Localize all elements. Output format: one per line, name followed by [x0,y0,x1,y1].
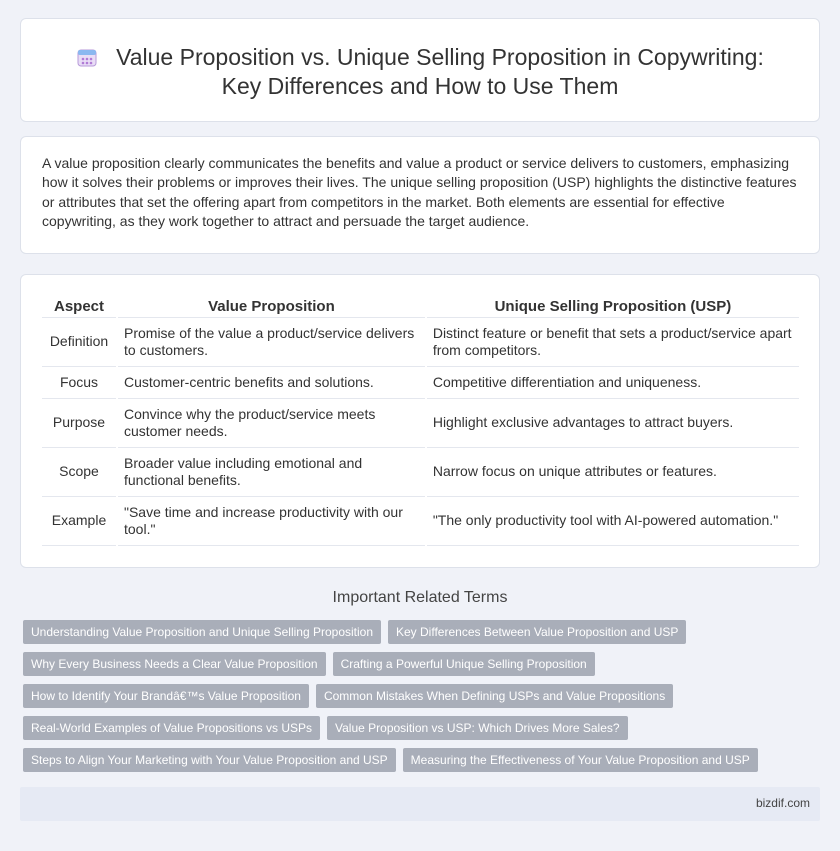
row-aspect: Scope [42,448,117,497]
tag-row [23,652,823,684]
table-header-row [42,294,799,318]
header-aspect: Aspect [42,294,117,318]
page-title [76,43,764,101]
row-aspect: Focus [42,367,117,399]
tag-row [23,620,823,652]
related-terms-title: Important Related Terms [332,589,508,606]
page-title-wrap [21,43,819,101]
related-term-link[interactable]: Why Every Business Needs a Clear Value Proposition [23,652,326,676]
row-value-proposition: Broader value including emotional and functional benefits. [117,448,426,497]
comparison-card [20,274,820,568]
related-term-link[interactable]: Value Proposition vs USP: Which Drives More Sales? [327,716,628,740]
related-term-link[interactable]: Key Differences Between Value Proposition and USP [388,620,686,644]
footer-site-link[interactable]: bizdif.com [755,796,810,810]
row-usp: "The only productivity tool with AI-powered automation." [426,497,799,546]
header-card [20,18,820,122]
row-value-proposition: "Save time and increase productivity with our tool." [117,497,426,546]
tag-row [23,684,823,716]
header-value-proposition: Value Proposition [117,294,426,318]
table-row [42,497,799,546]
row-value-proposition: Customer-centric benefits and solutions. [117,367,426,399]
related-term-link[interactable]: Measuring the Effectiveness of Your Value Proposition and USP [403,748,758,772]
table-row [42,318,799,367]
tag-row [23,748,823,780]
calendar-icon [76,46,98,68]
footer [20,787,820,821]
row-usp: Narrow focus on unique attributes or features. [426,448,799,497]
table-row [42,367,799,399]
related-term-link[interactable]: Real-World Examples of Value Propositions vs USPs [23,716,320,740]
related-term-link[interactable]: Crafting a Powerful Unique Selling Proposition [333,652,595,676]
table-row [42,399,799,448]
row-usp: Competitive differentiation and uniqueness. [426,367,799,399]
intro-text: A value proposition clearly communicates the benefits and value a product or service delivers to customers, emphasizing how it solves their problems or improves their lives. The unique selling proposition (USP) highlights the distinctive features or attributes that set the offering apart from competitors in the market. Both elements are essential for effective copywriting, as they work together to attract and persuade the target audience. [42,155,797,229]
related-term-link[interactable]: How to Identify Your Brandâ€™s Value Proposition [23,684,309,708]
related-term-link[interactable]: Common Mistakes When Defining USPs and Value Propositions [316,684,673,708]
related-terms-list [23,620,823,780]
related-term-link[interactable]: Steps to Align Your Marketing with Your Value Proposition and USP [23,748,396,772]
row-aspect: Purpose [42,399,117,448]
title-line-1: Value Proposition vs. Unique Selling Proposition in Copywriting: [116,44,764,70]
comparison-table [42,294,799,546]
tag-row [23,716,823,748]
intro-card [20,136,820,254]
row-usp: Highlight exclusive advantages to attract buyers. [426,399,799,448]
row-aspect: Definition [42,318,117,367]
related-term-link[interactable]: Understanding Value Proposition and Unique Selling Proposition [23,620,381,644]
row-value-proposition: Promise of the value a product/service delivers to customers. [117,318,426,367]
title-line-2: Key Differences and How to Use Them [221,73,619,99]
row-usp: Distinct feature or benefit that sets a product/service apart from competitors. [426,318,799,367]
row-value-proposition: Convince why the product/service meets customer needs. [117,399,426,448]
row-aspect: Example [42,497,117,546]
header-usp: Unique Selling Proposition (USP) [426,294,799,318]
table-row [42,448,799,497]
